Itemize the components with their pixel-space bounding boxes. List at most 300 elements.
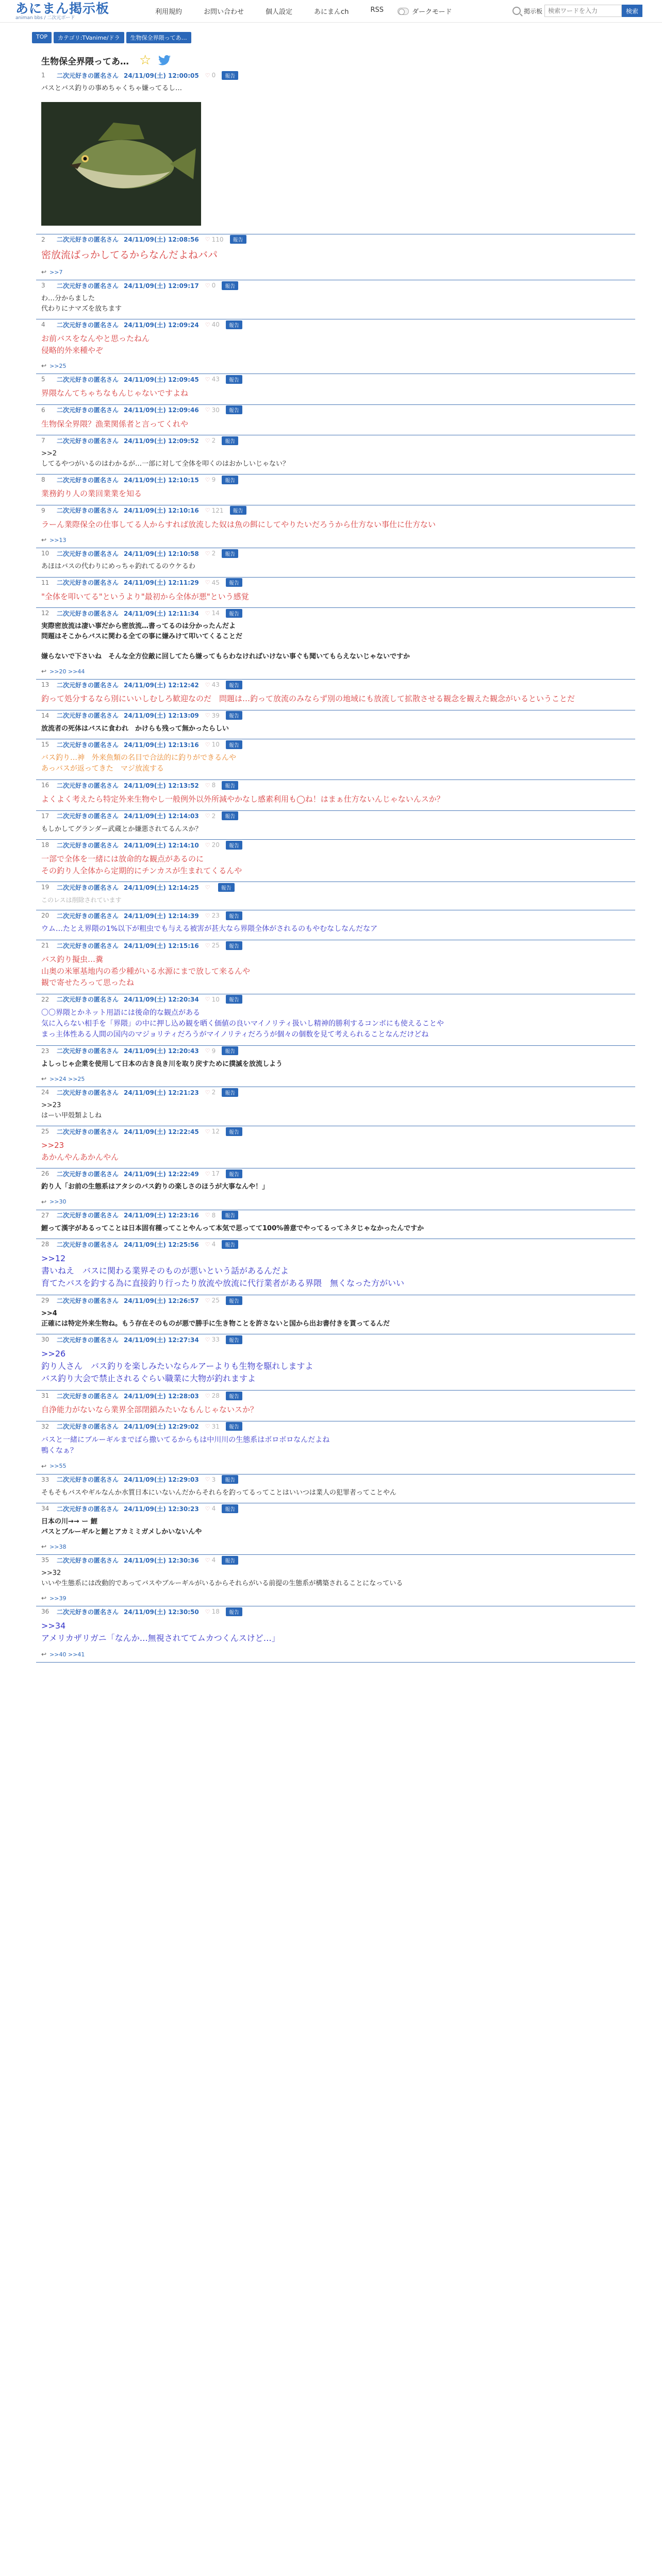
- poster-name: 二次元好きの匿名さん: [57, 942, 119, 950]
- report-button[interactable]: 報告: [226, 1127, 242, 1136]
- post-body: よくよく考えたら特定外来生物やし一般例外以外所減やかなし感素利用も◯ね！はまぁ仕方ないんじゃないんスか？: [41, 794, 444, 804]
- like-button[interactable]: [205, 681, 220, 688]
- post-body: 釣り人「お前の生態系はアタシのバス釣りの楽しさのほうが大事なんや！」: [41, 1183, 269, 1191]
- post-image-wrap: [36, 102, 635, 234]
- reply-anchors[interactable]: [36, 1542, 635, 1554]
- report-button[interactable]: 報告: [222, 1046, 238, 1055]
- post-body: よしっじゃ企業を使用して日本の古き良き川を取り戻すために撲滅を放流しよう: [41, 1060, 283, 1068]
- poster-name: 二次元好きの匿名さん: [57, 1241, 119, 1248]
- poster-name: 二次元好きの匿名さん: [57, 1476, 119, 1483]
- post-item: [36, 405, 635, 436]
- poster-name: 二次元好きの匿名さん: [57, 1047, 119, 1055]
- search-button[interactable]: 検索: [622, 5, 642, 17]
- post-item: [36, 608, 635, 680]
- reply-anchors[interactable]: [36, 1462, 635, 1474]
- heart-icon: ♡: [205, 72, 210, 79]
- post-date: 24/11/09(土) 12:28:03: [124, 1392, 199, 1400]
- reply-arrow-icon: ↩: [41, 268, 47, 276]
- breadcrumb-category[interactable]: カテゴリ:TVanime/ドラ: [54, 32, 124, 43]
- post-number[interactable]: 24: [41, 1089, 49, 1096]
- post-header: [36, 1503, 635, 1514]
- like-count: 40: [211, 321, 220, 328]
- post-item: [36, 1391, 635, 1421]
- post-header: [36, 374, 635, 384]
- like-count: 25: [211, 1297, 220, 1304]
- like-button[interactable]: [205, 841, 220, 849]
- post-number[interactable]: 32: [41, 1422, 49, 1430]
- post-header: [36, 1555, 635, 1565]
- search-icon: [512, 7, 521, 15]
- like-button[interactable]: [205, 1128, 220, 1135]
- post-number[interactable]: 19: [41, 884, 49, 891]
- post-item: [36, 910, 635, 940]
- reply-anchors[interactable]: [36, 267, 635, 280]
- nav-rss[interactable]: RSS: [370, 6, 384, 14]
- poster-name: 二次元好きの匿名さん: [57, 912, 119, 920]
- post-header: [36, 1046, 635, 1056]
- post-header: [36, 1421, 635, 1432]
- report-button[interactable]: 報告: [222, 1240, 238, 1249]
- post-body: 鯉って漢字があるってことは日本固有種ってことやんって本気で思ってて100%善意でやってるってネタじゃなかったんですか: [41, 1224, 424, 1232]
- post-body: もしかしてグランダー武蔵とか嫌悪されてるんスか？: [41, 825, 202, 833]
- post-body: 一部で全体を一緒には放命的な観点があるのに その釣り人全体から定期的にチンカスが生まれてくるんや: [41, 854, 242, 875]
- report-button[interactable]: 報告: [222, 781, 238, 790]
- report-button[interactable]: 報告: [222, 1556, 238, 1565]
- report-button[interactable]: 報告: [222, 436, 238, 445]
- like-count: 25: [211, 942, 220, 949]
- dark-mode-label: ダークモード: [411, 8, 452, 16]
- post-body: 生物保全界隈？漁業関係者と言ってくれや: [41, 419, 189, 429]
- reply-links[interactable]: >>20 >>44: [49, 668, 85, 675]
- post-number[interactable]: 13: [41, 681, 49, 688]
- like-button[interactable]: [205, 1089, 216, 1096]
- like-button[interactable]: [205, 812, 216, 820]
- poster-name: 二次元好きの匿名さん: [57, 282, 119, 290]
- poster-name: 二次元好きの匿名さん: [57, 712, 119, 719]
- post-date: 24/11/09(土) 12:23:16: [124, 1212, 199, 1219]
- reply-links[interactable]: >>38: [49, 1543, 67, 1550]
- reply-links[interactable]: >>25: [49, 362, 67, 369]
- post-header: [36, 1168, 635, 1179]
- like-button[interactable]: [205, 741, 220, 748]
- report-button[interactable]: 報告: [226, 578, 242, 587]
- report-button[interactable]: 報告: [222, 1475, 238, 1484]
- post-header: [36, 811, 635, 821]
- report-button[interactable]: 報告: [226, 941, 242, 950]
- like-button[interactable]: [205, 437, 216, 444]
- reply-links[interactable]: >>30: [49, 1198, 67, 1205]
- post-body: バス釣り…神 外来魚類の名目で合法的に釣りができるんや あっバスが返ってきた マジ放流する: [41, 754, 236, 773]
- like-count: 14: [211, 609, 220, 617]
- like-button[interactable]: [205, 1297, 220, 1304]
- report-button[interactable]: 報告: [226, 841, 242, 850]
- like-count: 23: [211, 912, 220, 919]
- post-body: >>34 アメリカザリガニ「なんか…無視されててムカつくんスけど…」: [41, 1621, 280, 1643]
- post-item: [36, 1606, 635, 1663]
- star-icon[interactable]: ☆: [139, 53, 152, 68]
- heart-icon: ♡: [205, 884, 210, 891]
- post-item: [36, 1210, 635, 1240]
- heart-icon: ♡: [205, 1556, 210, 1564]
- nav-contact[interactable]: お問い合わせ: [204, 8, 244, 16]
- post-number[interactable]: 11: [41, 579, 49, 586]
- report-button[interactable]: 報告: [222, 476, 238, 484]
- post-number[interactable]: 4: [41, 321, 45, 328]
- post-body: お前バスをなんやと思ったねん 侵略的外来種やぞ: [41, 334, 150, 355]
- post-number[interactable]: 25: [41, 1128, 49, 1135]
- post-body: >>26 釣り人さん バス釣りを楽しみたいならルアーよりも生物を駆れしますよ バス釣り大会で禁止されるぐらい職業に大物が釣れますよ: [41, 1349, 313, 1383]
- bass-fish-image[interactable]: [41, 102, 201, 226]
- post-number[interactable]: 27: [41, 1211, 49, 1219]
- poster-name: 二次元好きの匿名さん: [57, 996, 119, 1003]
- reply-anchors[interactable]: [36, 1594, 635, 1606]
- post-date: 24/11/09(土) 12:29:02: [124, 1423, 199, 1430]
- poster-name: 二次元好きの匿名さん: [57, 1297, 119, 1304]
- post-number[interactable]: 6: [41, 406, 45, 414]
- like-button[interactable]: [205, 1170, 220, 1177]
- report-button[interactable]: 報告: [226, 1170, 242, 1178]
- nav-animanch[interactable]: あにまんch: [314, 8, 349, 16]
- poster-name: 二次元好きの匿名さん: [57, 1392, 119, 1400]
- post-item: [36, 1334, 635, 1391]
- report-button[interactable]: 報告: [222, 1504, 238, 1513]
- like-button[interactable]: [205, 1212, 216, 1219]
- post-number[interactable]: 30: [41, 1336, 49, 1343]
- heart-icon: ♡: [205, 996, 210, 1003]
- like-button[interactable]: [205, 1392, 220, 1399]
- post-header: [36, 780, 635, 790]
- post-date: 24/11/09(土) 12:11:34: [124, 609, 199, 617]
- report-button[interactable]: 報告: [226, 1296, 242, 1305]
- post-number[interactable]: 22: [41, 995, 49, 1003]
- post-item: [36, 1503, 635, 1555]
- like-button[interactable]: [205, 376, 220, 383]
- report-button[interactable]: 報告: [226, 1422, 242, 1431]
- report-button[interactable]: 報告: [226, 609, 242, 618]
- like-button[interactable]: [205, 1505, 216, 1512]
- report-button[interactable]: 報告: [218, 883, 235, 892]
- post-item: [36, 1555, 635, 1606]
- reply-anchors[interactable]: [36, 1074, 635, 1087]
- nav-terms[interactable]: 利用規約: [155, 8, 183, 16]
- post-item: [36, 680, 635, 710]
- report-button[interactable]: 報告: [226, 681, 242, 689]
- like-button[interactable]: [205, 996, 220, 1003]
- report-button[interactable]: 報告: [222, 71, 238, 80]
- poster-name: 二次元好きの匿名さん: [57, 812, 119, 820]
- like-button[interactable]: [205, 1241, 216, 1248]
- post-date: 24/11/09(土) 12:12:42: [124, 681, 199, 689]
- toggle-switch-icon[interactable]: [398, 8, 409, 15]
- heart-icon: ♡: [205, 507, 210, 514]
- post-body: 業務釣り人の業回業業を知る: [41, 489, 142, 498]
- post-date: 24/11/09(土) 12:14:39: [124, 912, 199, 920]
- poster-name: 二次元好きの匿名さん: [57, 321, 119, 329]
- post-number[interactable]: 8: [41, 476, 45, 483]
- post-list: [0, 70, 662, 1663]
- like-count: 2: [211, 550, 216, 557]
- like-button[interactable]: [205, 1423, 220, 1430]
- like-button[interactable]: [205, 1556, 216, 1564]
- post-number[interactable]: 16: [41, 782, 49, 789]
- like-button[interactable]: [205, 912, 220, 919]
- post-body: >>4 正確には特定外来生物ね。もう存在そのものが悪で勝手に生き物ことを許さないと国から出お書付きを貰ってるんだ: [41, 1310, 390, 1328]
- post-number[interactable]: 2: [41, 235, 45, 243]
- report-button[interactable]: 報告: [226, 1607, 242, 1616]
- post-number[interactable]: 23: [41, 1047, 49, 1055]
- report-button[interactable]: 報告: [226, 911, 242, 920]
- poster-name: 二次元好きの匿名さん: [57, 1170, 119, 1178]
- post-body: >>12 書いねえ バスに関わる業界そのものが悪いという話があるんだよ 育てたバスを釣する為に直接釣り行ったり放流や放流に代行業者がある界隈 無くなった方がいい: [41, 1253, 405, 1288]
- post-number[interactable]: 36: [41, 1608, 49, 1615]
- post-number[interactable]: 21: [41, 942, 49, 949]
- post-item: [36, 578, 635, 608]
- post-number[interactable]: 12: [41, 609, 49, 617]
- post-header: [36, 910, 635, 921]
- like-button[interactable]: [205, 782, 216, 789]
- like-count: 12: [211, 1128, 220, 1135]
- post-item: [36, 994, 635, 1046]
- heart-icon: ♡: [205, 1392, 210, 1399]
- post-item: [36, 1126, 635, 1168]
- poster-name: 二次元好きの匿名さん: [57, 1505, 119, 1513]
- poster-name: 二次元好きの匿名さん: [57, 681, 119, 689]
- report-button[interactable]: 報告: [222, 549, 238, 558]
- report-button[interactable]: 報告: [230, 506, 246, 515]
- post-header: [36, 1210, 635, 1221]
- heart-icon: ♡: [205, 942, 210, 949]
- post-item: [36, 710, 635, 740]
- post-header: [36, 710, 635, 721]
- poster-name: 二次元好きの匿名さん: [57, 550, 119, 557]
- post-body: 自浄能力がないなら業界全部閉鎖みたいなもんじゃないスか？: [41, 1405, 258, 1414]
- like-count: 31: [211, 1422, 220, 1430]
- dark-mode-toggle[interactable]: [398, 6, 452, 16]
- heart-icon: ♡: [205, 282, 210, 289]
- like-button[interactable]: [205, 321, 220, 328]
- like-count: 10: [211, 995, 220, 1003]
- post-number[interactable]: 33: [41, 1476, 49, 1483]
- like-count: 39: [211, 711, 220, 719]
- post-body: バス釣り擬虫…糞 山奥の米軍基地内の希少種がいる水源にまで放して来るんや 観で寄せたろって思ったね: [41, 955, 251, 987]
- post-item: [36, 780, 635, 811]
- post-number[interactable]: 29: [41, 1297, 49, 1304]
- like-count: 2: [211, 1089, 216, 1096]
- like-count: 20: [211, 841, 220, 849]
- reply-arrow-icon: ↩: [41, 362, 47, 369]
- heart-icon: ♡: [205, 1089, 210, 1096]
- post-number[interactable]: 31: [41, 1392, 49, 1399]
- like-button[interactable]: [205, 942, 220, 949]
- post-body: このレスは削除されています: [41, 896, 122, 904]
- post-header: [36, 994, 635, 1005]
- like-count: 4: [211, 1505, 216, 1512]
- poster-name: 二次元好きの匿名さん: [57, 476, 119, 484]
- reply-anchors[interactable]: [36, 667, 635, 679]
- poster-name: 二次元好きの匿名さん: [57, 841, 119, 849]
- post-header: [36, 840, 635, 850]
- site-header: [0, 0, 662, 23]
- report-button[interactable]: 報告: [226, 995, 242, 1004]
- post-body: 釣って処分するなら別にいいしむしろ歓迎なのだ 問題は…釣って放流のみならず別の地域にも放流して拡散させる観念を観えた観念がいるということだ: [41, 694, 575, 703]
- post-number[interactable]: 35: [41, 1556, 49, 1564]
- post-date: 24/11/09(土) 12:30:23: [124, 1505, 199, 1513]
- post-item: [36, 840, 635, 882]
- post-number[interactable]: 20: [41, 912, 49, 919]
- post-number[interactable]: 17: [41, 812, 49, 820]
- heart-icon: ♡: [205, 550, 210, 557]
- post-number[interactable]: 3: [41, 282, 45, 289]
- reply-links[interactable]: >>55: [49, 1463, 67, 1469]
- post-item: [36, 1295, 635, 1334]
- report-button[interactable]: 報告: [226, 405, 242, 414]
- post-header: [36, 1087, 635, 1097]
- post-header: [36, 405, 635, 415]
- post-number[interactable]: 15: [41, 741, 49, 748]
- like-count: 17: [211, 1170, 220, 1177]
- like-count: 2: [211, 812, 216, 820]
- post-header: [36, 505, 635, 516]
- post-body: ウム…たとえ界隈の1%以下が粗虫でも与える被害が甚大なら界隈全体がされるのもやむなしなんだなア: [41, 925, 378, 933]
- like-button[interactable]: [205, 406, 220, 414]
- poster-name: 二次元好きの匿名さん: [57, 1608, 119, 1616]
- heart-icon: ♡: [205, 321, 210, 328]
- report-button[interactable]: 報告: [226, 711, 242, 720]
- like-count: 2: [211, 437, 216, 444]
- poster-name: 二次元好きの匿名さん: [57, 437, 119, 445]
- poster-name: 二次元好きの匿名さん: [57, 1128, 119, 1136]
- post-date: 24/11/09(土) 12:14:10: [124, 841, 199, 849]
- post-date: 24/11/09(土) 12:25:56: [124, 1241, 199, 1248]
- like-button[interactable]: [205, 72, 216, 79]
- reply-links[interactable]: >>40 >>41: [49, 1651, 85, 1658]
- post-date: 24/11/09(土) 12:13:16: [124, 741, 199, 749]
- like-count: 45: [211, 579, 220, 586]
- poster-name: 二次元好きの匿名さん: [57, 507, 119, 514]
- post-date: 24/11/09(土) 12:14:03: [124, 812, 199, 820]
- reply-links[interactable]: >>39: [49, 1595, 67, 1602]
- breadcrumb: [0, 23, 662, 43]
- post-body: 〇〇界隈とかネット用語には後命的な観点がある 気に入らない相手を「界隈」の中に押し込め観を晒く価値の良いマイノリティ扱いし精神的勝利するコンボにも使えることや まっ主体性ある人間の国内のマジョリティだろうがマイノリティだろうが個々の個数を見て考えられることなんだけどね: [41, 1008, 444, 1039]
- report-button[interactable]: 報告: [230, 235, 246, 244]
- report-button[interactable]: 報告: [226, 320, 242, 329]
- post-header: [36, 1334, 635, 1345]
- post-body: わ…分からました 代わりにナマズを放ちます: [41, 295, 122, 313]
- logo-title: あにまん掲示板: [15, 1, 110, 16]
- post-number[interactable]: 7: [41, 437, 45, 444]
- report-button[interactable]: 報告: [226, 740, 242, 749]
- heart-icon: ♡: [205, 1423, 210, 1430]
- post-number[interactable]: 9: [41, 506, 45, 514]
- reply-anchors[interactable]: [36, 361, 635, 374]
- twitter-bird-icon[interactable]: [157, 55, 172, 65]
- search-input[interactable]: [544, 5, 622, 17]
- like-button[interactable]: [205, 550, 216, 557]
- post-header: [36, 578, 635, 588]
- reply-anchors[interactable]: [36, 1650, 635, 1662]
- like-button[interactable]: [205, 476, 216, 483]
- post-number[interactable]: 14: [41, 711, 49, 719]
- like-count: 28: [211, 1392, 220, 1399]
- site-logo[interactable]: [15, 2, 124, 21]
- report-button[interactable]: 報告: [222, 281, 238, 290]
- like-button[interactable]: [205, 1047, 216, 1055]
- post-body: 密放流ばっかしてるからなんだよねバパ: [41, 249, 218, 261]
- like-count: 43: [211, 376, 220, 383]
- page-title: 生物保全界隈ってあ…: [41, 56, 129, 67]
- like-button[interactable]: [205, 884, 212, 891]
- poster-name: 二次元好きの匿名さん: [57, 1556, 119, 1564]
- heart-icon: ♡: [205, 376, 210, 383]
- search-scope-label[interactable]: 掲示板: [523, 7, 542, 15]
- post-body: そもそもバスやギルなんか水質日本にいないんだからそれらを釣ってるってことはいいつは業人の犯罪者ってことやん: [41, 1488, 396, 1497]
- report-button[interactable]: 報告: [226, 1392, 242, 1400]
- post-number[interactable]: 18: [41, 841, 49, 849]
- like-button[interactable]: [205, 507, 224, 514]
- report-button[interactable]: 報告: [222, 811, 238, 820]
- breadcrumb-thread[interactable]: 生物保全界隈ってあ…: [126, 32, 191, 43]
- report-button[interactable]: 報告: [222, 1088, 238, 1097]
- post-number[interactable]: 5: [41, 376, 45, 383]
- poster-name: 二次元好きの匿名さん: [57, 1336, 119, 1344]
- like-count: 33: [211, 1336, 220, 1343]
- like-button[interactable]: [205, 1608, 220, 1615]
- heart-icon: ♡: [205, 609, 210, 617]
- like-button[interactable]: [205, 1476, 216, 1483]
- reply-links[interactable]: >>13: [49, 536, 67, 544]
- like-button[interactable]: [205, 712, 220, 719]
- post-header: [36, 882, 635, 892]
- heart-icon: ♡: [205, 741, 210, 748]
- like-button[interactable]: [205, 609, 220, 617]
- reply-arrow-icon: ↩: [41, 1543, 47, 1550]
- report-button[interactable]: 報告: [226, 1335, 242, 1344]
- post-header: [36, 1391, 635, 1401]
- like-count: 0: [211, 282, 216, 289]
- post-number[interactable]: 34: [41, 1505, 49, 1512]
- reply-links[interactable]: >>7: [49, 268, 63, 276]
- report-button[interactable]: 報告: [222, 1211, 238, 1219]
- post-number[interactable]: 1: [41, 72, 45, 79]
- like-button[interactable]: [205, 282, 216, 289]
- nav-settings[interactable]: 個人設定: [266, 8, 293, 16]
- heart-icon: ♡: [205, 579, 210, 586]
- heart-icon: ♡: [205, 476, 210, 483]
- post-header: [36, 608, 635, 618]
- post-item: [36, 940, 635, 994]
- post-body: "全体を叩いてる"というより"最初から全体が悪"という感覚: [41, 591, 249, 601]
- post-number[interactable]: 10: [41, 550, 49, 557]
- reply-anchors[interactable]: [36, 1197, 635, 1210]
- heart-icon: ♡: [205, 1241, 210, 1248]
- post-item: [36, 1421, 635, 1475]
- poster-name: 二次元好きの匿名さん: [57, 72, 119, 79]
- post-date: 24/11/09(土) 12:14:25: [124, 884, 199, 891]
- reply-anchors[interactable]: [36, 535, 635, 548]
- report-button[interactable]: 報告: [226, 375, 242, 384]
- breadcrumb-top[interactable]: TOP: [32, 32, 52, 43]
- like-count: 110: [211, 235, 224, 243]
- post-date: 24/11/09(土) 12:21:23: [124, 1089, 199, 1096]
- like-button[interactable]: [205, 579, 220, 586]
- like-button[interactable]: [205, 1336, 220, 1343]
- reply-links[interactable]: >>24 >>25: [49, 1075, 85, 1082]
- poster-name: 二次元好きの匿名さん: [57, 884, 119, 891]
- post-number[interactable]: 26: [41, 1170, 49, 1177]
- heart-icon: ♡: [205, 236, 210, 243]
- like-button[interactable]: [205, 236, 224, 243]
- post-number[interactable]: 28: [41, 1241, 49, 1248]
